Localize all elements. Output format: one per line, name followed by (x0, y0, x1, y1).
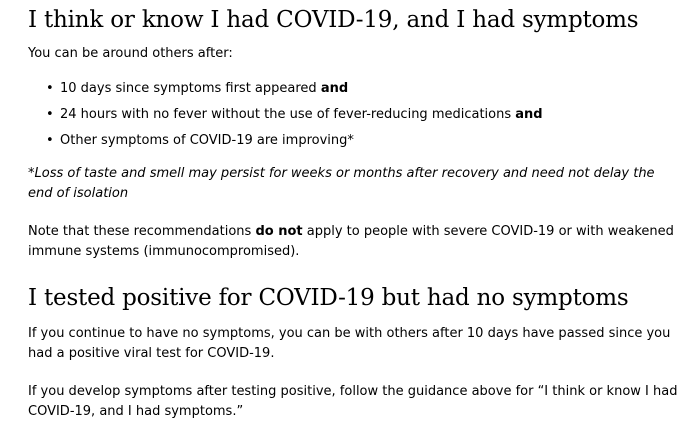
section-heading-no-symptoms: I tested positive for COVID-19 but had no symptoms (28, 285, 629, 311)
no-symptoms-paragraph: If you continue to have no symptoms, you can be with others after 10 days have passed since you had a positive viral test for COVID-19. (28, 326, 671, 361)
list-item (46, 128, 678, 154)
list-item-bold: and (320, 81, 349, 96)
note-paragraph (28, 222, 678, 262)
intro-text: You can be around others after: (28, 46, 233, 61)
bullet-icon: • (46, 107, 54, 122)
bullet-icon: • (46, 81, 54, 96)
list-item (46, 102, 678, 128)
list-item-bold: and (515, 107, 543, 122)
list-item (46, 76, 678, 102)
note-text: Note that these recommendations (28, 224, 256, 239)
note-text-end: apply to people with severe COVID-19 or with weakened immune systems (immunocompromised). (28, 224, 674, 259)
section-heading-symptoms: I think or know I had COVID-19, and I had symptoms (28, 7, 639, 33)
develop-symptoms-paragraph: If you develop symptoms after testing positive, follow the guidance above for “I think or know I had COVID-19, and I had symptoms.” (28, 384, 678, 419)
list-item-text: 24 hours with no fever without the use of fever-reducing medications (60, 107, 516, 122)
guidance-content (28, 0, 678, 422)
criteria-list (28, 76, 678, 154)
list-item-text: 10 days since symptoms first appeared (60, 81, 321, 96)
list-item-text: Other symptoms of COVID-19 are improving* (60, 133, 354, 148)
footnote: *Loss of taste and smell may persist for weeks or months after recovery and need not delay the end of isolation (28, 166, 655, 201)
bullet-icon: • (46, 133, 54, 148)
note-emphasis: do not (255, 224, 303, 239)
